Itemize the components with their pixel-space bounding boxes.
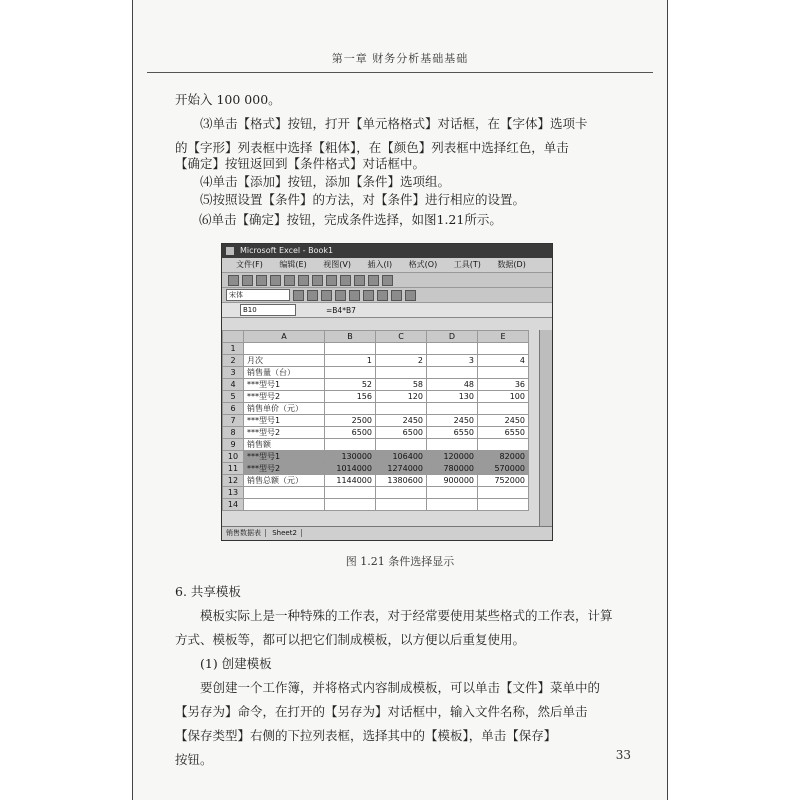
cell-c[interactable] — [376, 499, 427, 511]
row-header[interactable]: 10 — [223, 451, 244, 463]
table-row — [223, 355, 529, 367]
cell-b[interactable] — [325, 439, 376, 451]
table-row — [223, 427, 529, 439]
cell-d[interactable]: 3 — [427, 355, 478, 367]
sub-heading: (1) 创建模板 — [200, 656, 272, 671]
percent-icon[interactable] — [405, 290, 416, 301]
sort-icon[interactable] — [368, 275, 379, 286]
row-header[interactable]: 6 — [223, 403, 244, 415]
header-rule — [147, 72, 653, 73]
row-header[interactable]: 11 — [223, 463, 244, 475]
cell-a[interactable]: 月次 — [244, 355, 325, 367]
cell-c[interactable] — [376, 367, 427, 379]
open-icon[interactable] — [242, 275, 253, 286]
column-header-row — [223, 331, 529, 343]
cell-d[interactable]: 130 — [427, 391, 478, 403]
body-line-4: 【确定】按钮返回到【条件格式】对话框中。 — [175, 156, 426, 171]
cell-b[interactable]: 156 — [325, 391, 376, 403]
page-number: 33 — [615, 748, 631, 762]
cell-c[interactable] — [376, 403, 427, 415]
book-page — [132, 0, 668, 800]
cell-a[interactable]: ***型号2 — [244, 391, 325, 403]
cell-e[interactable]: 2450 — [478, 415, 529, 427]
sheet-grid — [222, 330, 529, 511]
table-row — [223, 415, 529, 427]
window-title: Microsoft Excel - Book1 — [240, 246, 334, 255]
cell-a[interactable]: ***型号2 — [244, 427, 325, 439]
cell-c[interactable]: 2450 — [376, 415, 427, 427]
cell-a[interactable]: 销售单价（元） — [244, 403, 325, 415]
cell-a[interactable]: 销售总额（元） — [244, 475, 325, 487]
bold-icon[interactable] — [293, 290, 304, 301]
menu-insert[interactable]: 插入(I) — [367, 260, 393, 269]
sum-icon[interactable] — [354, 275, 365, 286]
underline-icon[interactable] — [321, 290, 332, 301]
table-row — [223, 499, 529, 511]
col-header-e[interactable]: E — [478, 331, 529, 343]
cell-b[interactable]: 2500 — [325, 415, 376, 427]
preview-icon[interactable] — [284, 275, 295, 286]
cell-d[interactable]: 2450 — [427, 415, 478, 427]
cell-c[interactable]: 2 — [376, 355, 427, 367]
menu-edit[interactable]: 编辑(E) — [279, 260, 307, 269]
cell-b[interactable]: 1 — [325, 355, 376, 367]
body-line-1: 开始入 100 000。 — [175, 92, 281, 107]
standard-toolbar — [222, 273, 552, 288]
cell-d[interactable]: 6550 — [427, 427, 478, 439]
align-left-icon[interactable] — [335, 290, 346, 301]
col-header-b[interactable]: B — [325, 331, 376, 343]
cell-a[interactable]: ***型号1 — [244, 415, 325, 427]
align-center-icon[interactable] — [349, 290, 360, 301]
table-row — [223, 367, 529, 379]
chart-icon[interactable] — [382, 275, 393, 286]
body-line-7 — [174, 210, 644, 230]
row-header[interactable]: 12 — [223, 475, 244, 487]
section-para-2: 方式、模板等，都可以把它们制成模板，以方便以后重复使用。 — [175, 632, 526, 647]
table-row — [223, 439, 529, 451]
section-para-1: 模板实际上是一种特殊的工作表，对于经常要使用某些格式的工作表，计算 — [200, 608, 613, 623]
cell-b[interactable] — [325, 343, 376, 355]
row-header[interactable]: 7 — [223, 415, 244, 427]
cell-c[interactable] — [376, 343, 427, 355]
cell-b[interactable] — [325, 487, 376, 499]
cell-b[interactable]: 6500 — [325, 427, 376, 439]
table-row — [223, 475, 529, 487]
cell-e[interactable]: 100 — [478, 391, 529, 403]
cell-b[interactable]: 1014000 — [325, 463, 376, 475]
cell-e[interactable] — [478, 367, 529, 379]
cell-b[interactable] — [325, 403, 376, 415]
row-header[interactable]: 3 — [223, 367, 244, 379]
body-line-7-text: ⑹单击【确定】按钮，完成条件选择，如图1.21所示。 — [199, 212, 502, 227]
sheet-tab-1[interactable]: 销售数据表 — [222, 529, 266, 537]
table-row — [223, 463, 529, 475]
cell-d[interactable] — [427, 367, 478, 379]
merge-icon[interactable] — [377, 290, 388, 301]
table-row — [223, 451, 529, 463]
cell-e[interactable] — [478, 439, 529, 451]
cell-a[interactable] — [244, 343, 325, 355]
row-header[interactable]: 9 — [223, 439, 244, 451]
sheet-tabs — [222, 526, 552, 540]
cell-c[interactable]: 6500 — [376, 427, 427, 439]
cell-b[interactable]: 52 — [325, 379, 376, 391]
excel-menu-bar — [222, 258, 552, 273]
formula-input[interactable]: =B4*B7 — [326, 305, 356, 315]
print-icon[interactable] — [270, 275, 281, 286]
vertical-scrollbar[interactable] — [539, 330, 552, 526]
align-right-icon[interactable] — [363, 290, 374, 301]
table-row — [223, 343, 529, 355]
table-row — [223, 487, 529, 499]
cell-b[interactable] — [325, 499, 376, 511]
excel-title-bar — [222, 244, 552, 258]
menu-file[interactable]: 文件(F) — [236, 260, 263, 269]
row-header[interactable]: 14 — [223, 499, 244, 511]
cell-a[interactable]: 销售额 — [244, 439, 325, 451]
cell-b[interactable]: 1144000 — [325, 475, 376, 487]
corner-cell[interactable] — [223, 331, 244, 343]
row-header[interactable]: 4 — [223, 379, 244, 391]
excel-screenshot — [221, 243, 553, 541]
col-header-a[interactable]: A — [244, 331, 325, 343]
cell-b[interactable] — [325, 367, 376, 379]
row-header[interactable]: 2 — [223, 355, 244, 367]
cell-a[interactable]: ***型号1 — [244, 379, 325, 391]
cell-a[interactable]: 销售量（台） — [244, 367, 325, 379]
undo-icon[interactable] — [340, 275, 351, 286]
menu-tools[interactable]: 工具(T) — [453, 260, 481, 269]
cell-d[interactable] — [427, 499, 478, 511]
cell-a[interactable]: ***型号2 — [244, 463, 325, 475]
cell-c[interactable]: 1274000 — [376, 463, 427, 475]
cell-d[interactable] — [427, 343, 478, 355]
section-para-5: 【保存类型】右侧的下拉列表框，选择其中的【模板】，单击【保存】 — [175, 728, 557, 743]
cell-d[interactable]: 900000 — [427, 475, 478, 487]
cell-d[interactable] — [427, 487, 478, 499]
row-header[interactable]: 5 — [223, 391, 244, 403]
cell-c[interactable]: 58 — [376, 379, 427, 391]
copy-icon[interactable] — [312, 275, 323, 286]
cell-a[interactable] — [244, 499, 325, 511]
cell-d[interactable]: 780000 — [427, 463, 478, 475]
cell-e[interactable]: 4 — [478, 355, 529, 367]
cell-e[interactable]: 570000 — [478, 463, 529, 475]
cell-e[interactable] — [478, 499, 529, 511]
cell-c[interactable] — [376, 487, 427, 499]
cell-e[interactable] — [478, 343, 529, 355]
section-para-4: 【另存为】命令，在打开的【另存为】对话框中，输入文件名称，然后单击 — [175, 704, 588, 719]
paste-icon[interactable] — [326, 275, 337, 286]
cell-c[interactable]: 106400 — [376, 451, 427, 463]
menu-format[interactable]: 格式(O) — [408, 260, 438, 269]
table-row — [223, 379, 529, 391]
cell-c[interactable]: 120 — [376, 391, 427, 403]
cell-d[interactable] — [427, 439, 478, 451]
excel-app-icon — [226, 247, 234, 255]
formula-bar — [222, 303, 552, 318]
row-header[interactable]: 13 — [223, 487, 244, 499]
cell-e[interactable]: 82000 — [478, 451, 529, 463]
cell-c[interactable] — [376, 439, 427, 451]
col-header-c[interactable]: C — [376, 331, 427, 343]
cell-e[interactable] — [478, 487, 529, 499]
body-line-3: 的【字形】列表框中选择【粗体】，在【颜色】列表框中选择红色，单击 — [175, 140, 569, 155]
section-para-6: 按钮。 — [175, 752, 213, 767]
menu-data[interactable]: 数据(D) — [497, 260, 526, 269]
currency-icon[interactable] — [391, 290, 402, 301]
cell-e[interactable]: 36 — [478, 379, 529, 391]
figure-caption: 图 1.21 条件选择显示 — [345, 555, 455, 568]
font-name-box[interactable]: 宋体 — [226, 289, 290, 301]
running-header: 第一章 财务分析基础基础 — [331, 52, 469, 65]
row-header[interactable]: 8 — [223, 427, 244, 439]
body-line-5: ⑷单击【添加】按钮，添加【条件】选项组。 — [200, 174, 451, 189]
body-line-6: ⑸按照设置【条件】的方法，对【条件】进行相应的设置。 — [200, 192, 526, 207]
format-toolbar — [222, 288, 552, 303]
cell-d[interactable]: 120000 — [427, 451, 478, 463]
body-line-2: ⑶单击【格式】按钮，打开【单元格格式】对话框，在【字体】选项卡 — [200, 116, 588, 131]
name-box[interactable]: B10 — [240, 304, 296, 316]
cell-e[interactable]: 6550 — [478, 427, 529, 439]
section-para-3: 要创建一个工作簿，并将格式内容制成模板，可以单击【文件】菜单中的 — [200, 680, 601, 695]
col-header-d[interactable]: D — [427, 331, 478, 343]
row-header[interactable]: 1 — [223, 343, 244, 355]
cell-b[interactable]: 130000 — [325, 451, 376, 463]
save-icon[interactable] — [256, 275, 267, 286]
menu-view[interactable]: 视图(V) — [323, 260, 351, 269]
table-row — [223, 391, 529, 403]
cell-e[interactable]: 752000 — [478, 475, 529, 487]
section-heading: 6. 共享模板 — [175, 584, 241, 599]
cell-a[interactable]: ***型号1 — [244, 451, 325, 463]
cell-a[interactable] — [244, 487, 325, 499]
cell-d[interactable] — [427, 403, 478, 415]
cut-icon[interactable] — [298, 275, 309, 286]
new-icon[interactable] — [228, 275, 239, 286]
italic-icon[interactable] — [307, 290, 318, 301]
sheet-tab-2[interactable]: Sheet2 — [268, 529, 302, 537]
cell-e[interactable] — [478, 403, 529, 415]
cell-c[interactable]: 1380600 — [376, 475, 427, 487]
table-row — [223, 403, 529, 415]
cell-d[interactable]: 48 — [427, 379, 478, 391]
